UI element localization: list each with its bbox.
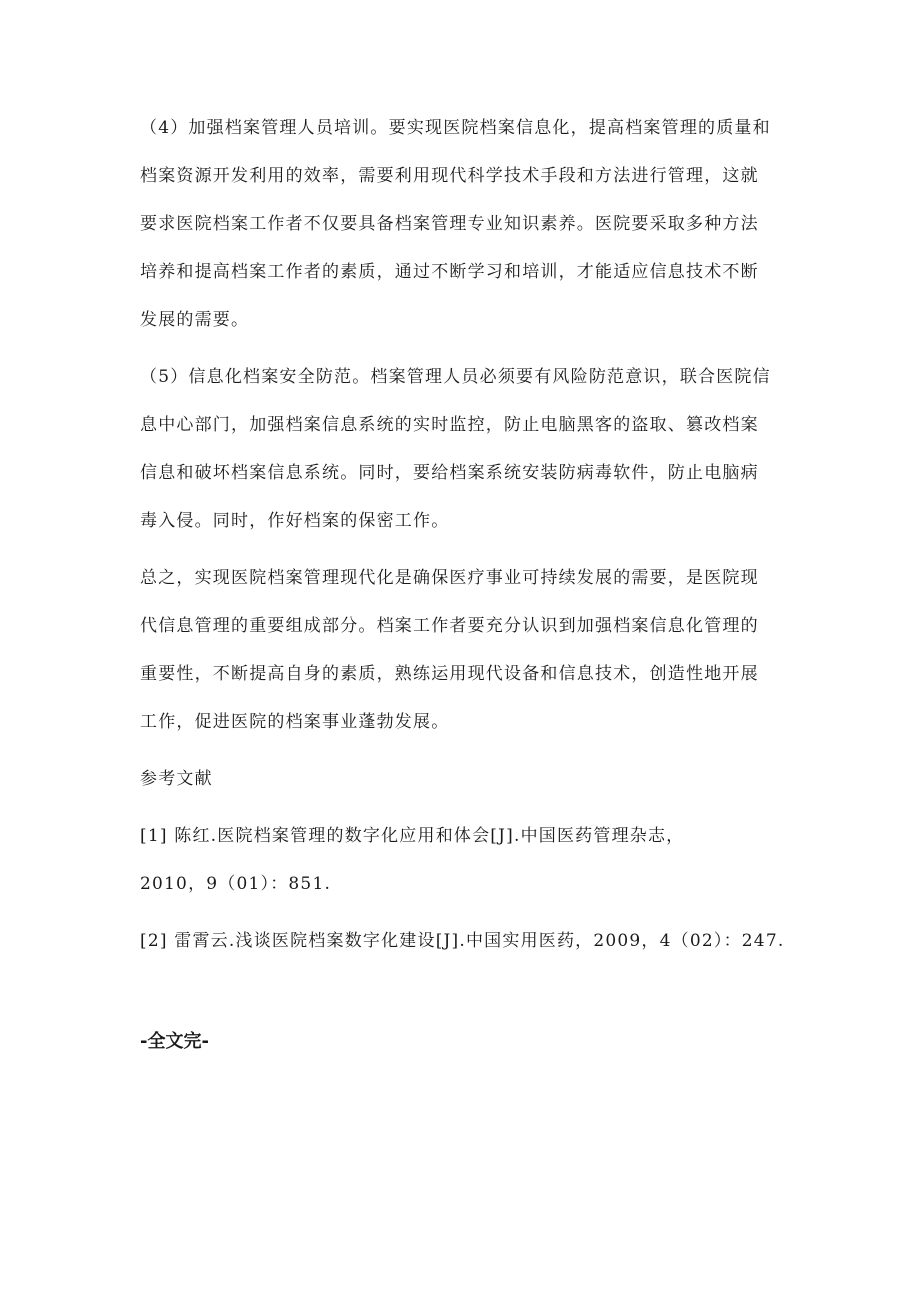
text-line: 毒入侵。同时，作好档案的保密工作。 <box>140 511 450 531</box>
text-line: 工作，促进医院的档案事业蓬勃发展。 <box>140 712 450 732</box>
reference-item-2: [2] 雷霄云.浅谈医院档案数字化建设[J].中国实用医药，2009，4（02）：247. <box>140 931 785 951</box>
text-line: 培养和提高档案工作者的素质，通过不断学习和培训，才能适应信息技术不断 <box>140 262 759 282</box>
text-line: 发展的需要。 <box>140 310 250 330</box>
text-line: 重要性，不断提高自身的素质，熟练运用现代设备和信息技术，创造性地开展 <box>140 664 759 684</box>
text-line: 档案资源开发利用的效率，需要利用现代科学技术手段和方法进行管理，这就 <box>140 166 759 186</box>
text-line: （4）加强档案管理人员培训。要实现医院档案信息化，提高档案管理的质量和 <box>140 118 771 138</box>
text-line: 要求医院档案工作者不仅要具备档案管理专业知识素养。医院要采取多种方法 <box>140 214 759 234</box>
reference-item-1: [1] 陈红.医院档案管理的数字化应用和体会[J].中国医药管理杂志， <box>140 826 685 846</box>
end-mark: -全文完- <box>140 1031 209 1052</box>
references-heading: 参考文献 <box>140 769 213 789</box>
text-line: 信息和破坏档案信息系统。同时，要给档案系统安装防病毒软件，防止电脑病 <box>140 463 759 483</box>
reference-item-1-continuation: 2010，9（01）：851. <box>140 874 332 894</box>
text-line: （5）信息化档案安全防范。档案管理人员必须要有风险防范意识，联合医院信 <box>140 367 771 387</box>
text-line: 息中心部门，加强档案信息系统的实时监控，防止电脑黑客的盗取、篡改档案 <box>140 415 759 435</box>
text-line: 总之，实现医院档案管理现代化是确保医疗事业可持续发展的需要，是医院现 <box>140 568 759 588</box>
text-line: 代信息管理的重要组成部分。档案工作者要充分认识到加强档案信息化管理的 <box>140 616 759 636</box>
